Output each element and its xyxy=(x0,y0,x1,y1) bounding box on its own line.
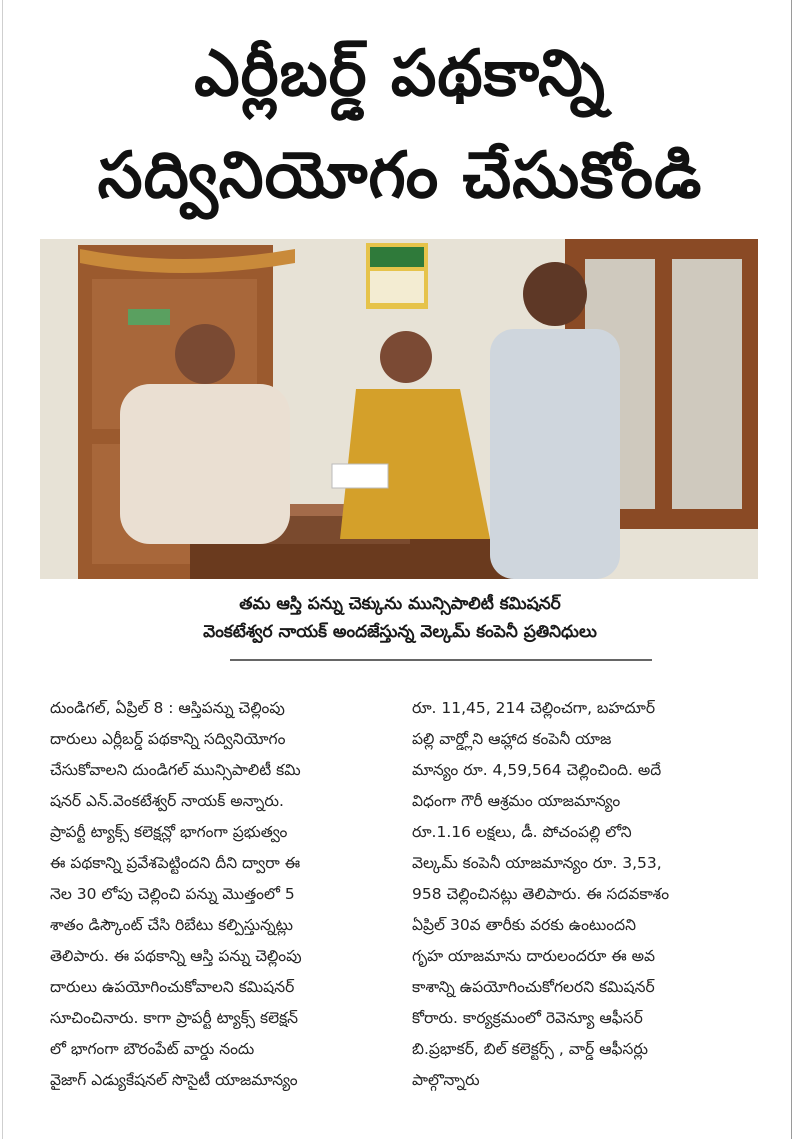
article-line: మాన్యం రూ. 4,59,564 చెల్లించింది. అదే xyxy=(412,761,662,779)
article-line: పల్లి వార్డ్లోని ఆహ్లాద కంపెనీ యాజ xyxy=(412,730,612,748)
article-line: కోరారు. కార్యక్రమంలో రెవెన్యూ ఆఫీసర్ xyxy=(412,1009,643,1027)
person-center-head xyxy=(380,331,432,383)
cheque xyxy=(332,464,388,488)
article-line: పాల్గొన్నారు xyxy=(412,1071,480,1089)
article-column-left xyxy=(50,693,395,1096)
article-line: కాశాన్ని ఉపయోగించుకోగలరని కమిషనర్ xyxy=(412,978,655,996)
article-line: రూ. 11,45, 214 చెల్లించగా, బహదూర్ xyxy=(412,699,656,717)
article-line: శాతం డిస్కౌంట్ చేసి రిబేటు కల్పిస్తున్నట్లు xyxy=(50,916,293,934)
article-line: ఈ పథకాన్ని ప్రవేశపెట్టిందని దీని ద్వారా ఈ xyxy=(50,854,301,872)
person-right-shirt xyxy=(490,329,620,579)
person-right-head xyxy=(523,262,587,326)
article-line: బి.ప్రభాకర్, బిల్ కలెక్టర్స్ , వార్డ్ ఆఫీసర్లు xyxy=(412,1040,648,1058)
article-line: ప్రాపర్టీ ట్యాక్స్ కలెక్షన్లో భాగంగా ప్రభుత్వం xyxy=(50,823,288,841)
article-line: విధంగా గౌరీ ఆశ్రమం యాజమాన్యం xyxy=(412,792,621,810)
page-right-edge xyxy=(791,0,792,1139)
page-left-edge xyxy=(2,0,3,1139)
door-sign xyxy=(128,309,170,325)
article-line: నెల 30 లోపు చెల్లించి పన్ను మొత్తంలో 5 xyxy=(50,885,295,903)
headline-line-2: సద్వినియోగం చేసుకోండి xyxy=(97,139,703,213)
article-line: లో భాగంగా బౌరంపేట్ వార్డు నందు xyxy=(50,1040,255,1058)
article-line: దారులు ఉపయోగించుకోవాలని కమిషనర్ xyxy=(50,978,295,996)
article-line: దారులు ఎర్లీబర్డ్ పథకాన్ని సద్వినియోగం xyxy=(50,730,286,748)
photo-caption-line-2: వెంకటేశ్వర నాయక్ అందజేస్తున్న వెల్కమ్ కంపెనీ ప్రతినిధులు xyxy=(203,622,597,642)
article-line: ఏప్రిల్ 30వ తారీకు వరకు ఉంటుందని xyxy=(412,916,636,934)
office-table xyxy=(190,539,530,579)
caption-divider xyxy=(230,659,652,661)
article-line: షనర్ ఎన్.వెంకటేశ్వర్ నాయక్ అన్నారు. xyxy=(50,792,284,810)
article-column-right xyxy=(412,693,757,1096)
person-left-head xyxy=(175,324,235,384)
article-line: గృహ యాజమాను దారులందరూ ఈ అవ xyxy=(412,947,656,965)
article-line: చేసుకోవాలని దుండిగల్ మున్సిపాలిటీ కమి xyxy=(50,761,301,779)
article-line: సూచించినారు. కాగా ప్రాపర్టీ ట్యాక్స్ కలెక్షన్ xyxy=(50,1009,299,1027)
article-line: వెల్కమ్ కంపెనీ యాజమాన్యం రూ. 3,53, xyxy=(412,854,662,872)
article-line: 958 చెల్లించినట్లు తెలిపారు. ఈ సదవకాశం xyxy=(412,885,670,903)
article-line: తెలిపారు. ఈ పథకాన్ని ఆస్తి పన్ను చెల్లింపు xyxy=(50,947,302,965)
photo-caption-line-1: తమ ఆస్తి పన్ను చెక్కును మున్సిపాలిటీ కమిషనర్ xyxy=(239,594,561,614)
article-line: దుండిగల్, ఏప్రిల్ 8 : ఆస్తిపన్ను చెల్లింపు xyxy=(50,699,285,717)
article-line: రూ.1.16 లక్షలు, డీ. పోచంపల్లి లోని xyxy=(412,823,632,841)
person-left-shirt xyxy=(120,384,290,544)
news-photo xyxy=(40,239,758,579)
headline-line-1: ఎర్లీబర్డ్ పథకాన్ని xyxy=(194,37,606,111)
article-line: వైజాగ్ ఎడ్యుకేషనల్ సొసైటీ యాజమాన్యం xyxy=(50,1071,298,1089)
